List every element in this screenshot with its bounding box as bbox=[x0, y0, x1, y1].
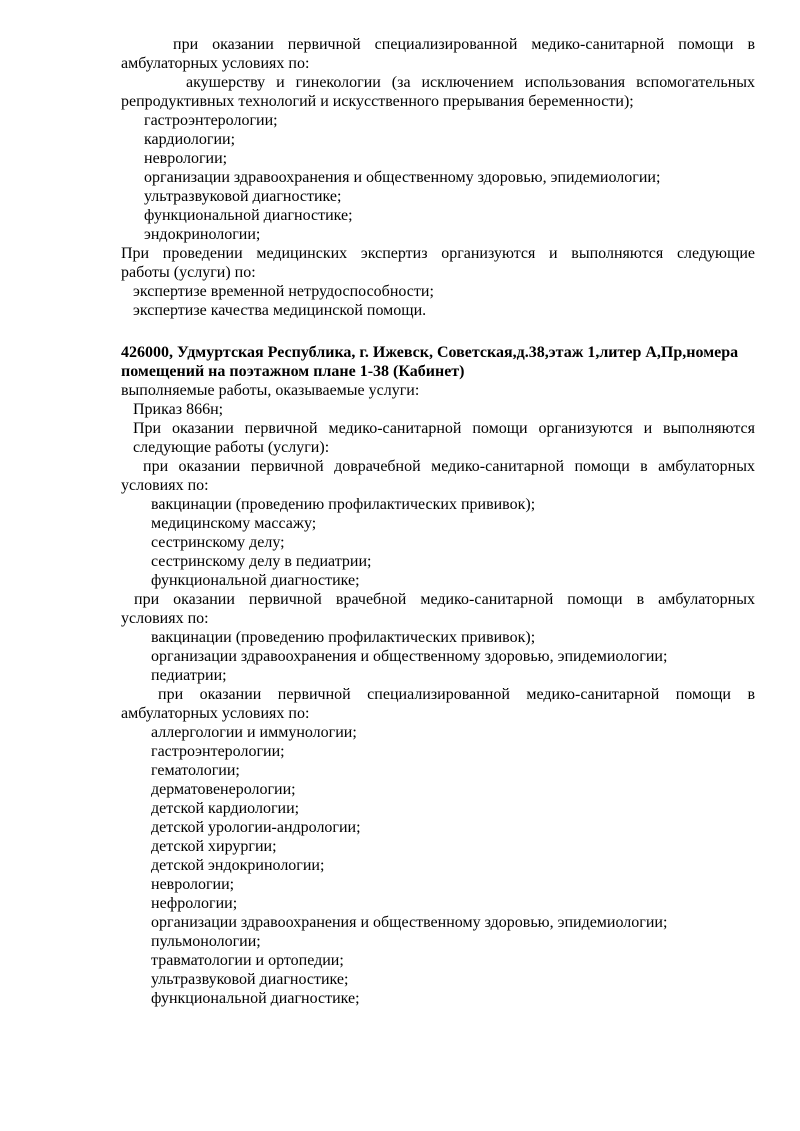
text-line: травматологии и ортопедии; bbox=[151, 952, 344, 969]
text-line: амбулаторных условиях по: bbox=[121, 705, 310, 722]
text-line: сестринскому делу в педиатрии; bbox=[151, 553, 372, 570]
text-line: вакцинации (проведению профилактических прививок); bbox=[151, 496, 536, 513]
text-line: при оказании первичной специализированной медико-санитарной помощи в bbox=[158, 686, 755, 703]
text-line: функциональной диагностике; bbox=[151, 990, 360, 1007]
text-line: организации здравоохранения и общественному здоровью, эпидемиологии; bbox=[151, 914, 668, 931]
text-line: условиях по: bbox=[121, 610, 209, 627]
text-line: кардиологии; bbox=[144, 131, 236, 148]
text-line: выполняемые работы, оказываемые услуги: bbox=[121, 382, 420, 399]
text-line: вакцинации (проведению профилактических прививок); bbox=[151, 629, 536, 646]
license-works-list-top bbox=[121, 35, 755, 320]
text-line: нефрологии; bbox=[151, 895, 238, 912]
text-line: детской кардиологии; bbox=[151, 800, 300, 817]
text-line: следующие работы (услуги): bbox=[133, 439, 330, 456]
text-line: гематологии; bbox=[151, 762, 240, 779]
text-line: пульмонологии; bbox=[151, 933, 261, 950]
text-line: детской хирургии; bbox=[151, 838, 277, 855]
text-line: дерматовенерологии; bbox=[151, 781, 296, 798]
text-line: медицинскому массажу; bbox=[151, 515, 317, 532]
text-line: функциональной диагностике; bbox=[144, 207, 353, 224]
text-line: организации здравоохранения и общественному здоровью, эпидемиологии; bbox=[144, 169, 661, 186]
text-line: неврологии; bbox=[144, 150, 228, 167]
text-line: ультразвуковой диагностике; bbox=[151, 971, 349, 988]
text-line: гастроэнтерологии; bbox=[144, 112, 278, 129]
text-line: сестринскому делу; bbox=[151, 534, 285, 551]
text-line: ультразвуковой диагностике; bbox=[144, 188, 342, 205]
text-line: При проведении медицинских экспертиз организуются и выполняются следующие bbox=[121, 245, 755, 262]
text-line: неврологии; bbox=[151, 876, 235, 893]
text-line: гастроэнтерологии; bbox=[151, 743, 285, 760]
text-line: эндокринологии; bbox=[144, 226, 261, 243]
text-line: При оказании первичной медико-санитарной помощи организуются и выполняются bbox=[133, 420, 755, 437]
text-line: акушерству и гинекологии (за исключением использования вспомогательных bbox=[186, 74, 755, 91]
text-line: 426000, Удмуртская Республика, г. Ижевск, Советская,д.38,этаж 1,литер А,Пр,номера bbox=[121, 344, 739, 361]
text-line: при оказании первичной специализированной медико-санитарной помощи в bbox=[173, 36, 755, 53]
text-line: аллергологии и иммунологии; bbox=[151, 724, 357, 741]
text-line: педиатрии; bbox=[151, 667, 227, 684]
text-line: функциональной диагностике; bbox=[151, 572, 360, 589]
text-line: амбулаторных условиях по: bbox=[121, 55, 310, 72]
text-line: работы (услуги) по: bbox=[121, 264, 256, 281]
text-line: детской эндокринологии; bbox=[151, 857, 325, 874]
license-address-works-section bbox=[121, 343, 755, 1008]
text-line: при оказании первичной доврачебной медико-санитарной помощи в амбулаторных bbox=[143, 458, 755, 475]
document-content bbox=[121, 35, 755, 1008]
text-line: детской урологии-андрологии; bbox=[151, 819, 361, 836]
text-line: при оказании первичной врачебной медико-санитарной помощи в амбулаторных bbox=[134, 591, 755, 608]
text-line: экспертизе временной нетрудоспособности; bbox=[133, 283, 434, 300]
text-line: организации здравоохранения и общественному здоровью, эпидемиологии; bbox=[151, 648, 668, 665]
text-line: репродуктивных технологий и искусственного прерывания беременности); bbox=[121, 93, 634, 110]
text-line: помещений на поэтажном плане 1-38 (Кабинет) bbox=[121, 363, 465, 380]
text-line: условиях по: bbox=[121, 477, 209, 494]
text-line: Приказ 866н; bbox=[133, 401, 224, 418]
section-gap bbox=[121, 320, 755, 343]
text-line: экспертизе качества медицинской помощи. bbox=[133, 302, 427, 319]
